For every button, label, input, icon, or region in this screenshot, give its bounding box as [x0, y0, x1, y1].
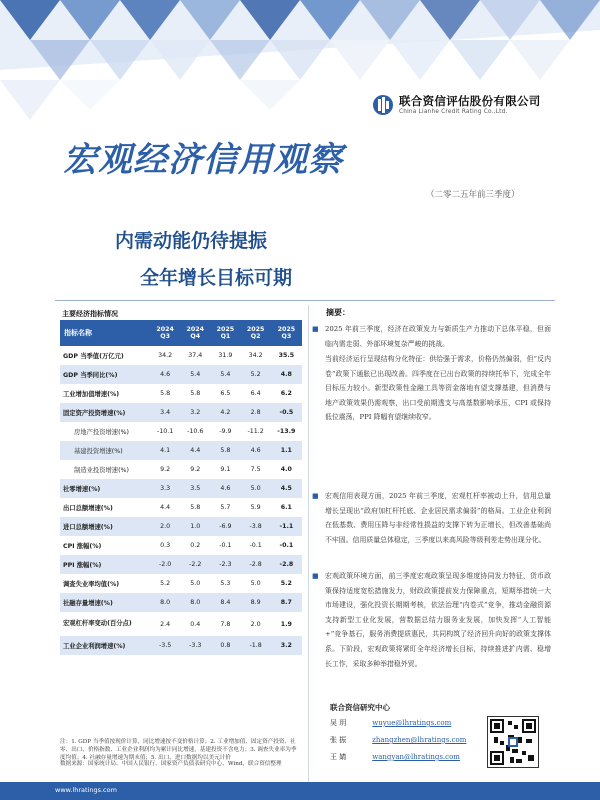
- table-cell: 9.1: [220, 466, 231, 473]
- column-header: 2024 Q4: [180, 320, 210, 346]
- row-label: 社零增速(%): [60, 479, 150, 498]
- section-divider: [55, 300, 555, 301]
- table-cell: -2.2: [180, 555, 210, 574]
- abstract-title: 摘要：: [326, 307, 350, 317]
- table-cell: -3.8: [241, 517, 271, 536]
- table-cell: 5.0: [190, 580, 201, 587]
- row-label: GDP 当季值(万亿元): [63, 353, 124, 360]
- table-cell: -10.1: [156, 428, 174, 435]
- row-label: GDP 当季同比(%): [60, 365, 150, 384]
- table-cell: 6.1: [280, 504, 292, 511]
- table-cell: 6.4: [250, 390, 261, 397]
- data-source: 数据来源：国家统计局、中国人民银行、国家资产负债表研究中心、Wind，联合资信整理: [60, 761, 282, 767]
- table-cell: 5.8: [190, 390, 201, 397]
- table-cell: 6.5: [220, 390, 231, 397]
- table-cell: 5.3: [220, 580, 231, 587]
- contact-name: 王 婧: [330, 753, 347, 761]
- table-cell: 8.0: [150, 593, 180, 612]
- table-cell: 5.0: [241, 479, 271, 498]
- table-cell: 3.2: [271, 636, 302, 655]
- table-cell: 35.5: [278, 352, 295, 359]
- table-row: [60, 365, 302, 384]
- table-cell: 5.8: [190, 504, 201, 511]
- row-label: 进口总额增速(%): [60, 517, 150, 536]
- table-row: [60, 574, 302, 593]
- column-divider: [308, 305, 309, 785]
- table-cell: 9.2: [190, 466, 201, 473]
- column-header: 2025 Q3: [271, 320, 302, 346]
- bullet-icon: ■: [312, 492, 319, 500]
- abstract-paragraph: 宏观政策环境方面，前三季度宏观政策呈现多维度协同发力特征，货币政策保持适度宽松措施发力，财政政策提前发力保障重点，短期举措统一大市场建设，强化投资长期期考核，依法治理“内卷式”竞争，推动金融资源支持新型工业化发展，营数据总结力服务业发展，加快发挥“人工智能+”竞争基石，服务消费提质惠民，共同构筑了经济回升向好的政策支撑体系。下阶段，宏观政策将紧盯全年经济增长目标，持续推进扩内需、稳增长工作，采取多种举措稳外贸。: [325, 572, 551, 668]
- table-cell: 2.8: [241, 403, 271, 422]
- contact-name: 吴 玥: [330, 719, 347, 727]
- row-label: 制造业投资增速(%): [74, 467, 129, 474]
- table-row: [60, 384, 302, 403]
- table-row: [60, 612, 302, 636]
- table-cell: 4.4: [180, 441, 210, 460]
- table-cell: 5.4: [210, 365, 240, 384]
- row-label: 社融存量增速(%): [60, 593, 150, 612]
- company-logo: [372, 92, 562, 122]
- table-cell: 1.0: [180, 517, 210, 536]
- contact-name: 张 振: [330, 736, 347, 744]
- contact-email-link[interactable]: wuyue@lhratings.com: [372, 719, 452, 727]
- row-label: 宏观杠杆率变动(百分点): [63, 620, 132, 627]
- table-cell: 0.4: [190, 620, 201, 628]
- table-cell: 2.0: [250, 620, 261, 628]
- table-cell: 5.0: [250, 580, 261, 587]
- table-cell: -11.2: [247, 428, 264, 435]
- table-cell: 5.8: [160, 390, 171, 397]
- subtitle-line-1: 内需动能仍待提振: [115, 230, 268, 252]
- table-cell: -13.9: [277, 428, 296, 435]
- table-cell: 5.7: [220, 504, 231, 511]
- abstract-paragraph: 2025 年前三季度，经济在政策发力与新质生产力推动下总体平稳，但面临内需走弱、外部环境复杂严峻的挑战。: [325, 325, 551, 348]
- table-cell: 4.0: [280, 466, 292, 473]
- row-label: PPI 涨幅(%): [60, 555, 150, 574]
- table-notes: 注：1. GDP 当季值按现价计算，同比增速按不变价格计算；2. 工业增加值、固定资产投资、社零、出口、价格指数、工业企业利润均为累计同比增速，基建投资不含电力；3. 调查失业率为季度均值；4. 社融存量增速为期末值；5. 出口、进口数据均以美元计价: [60, 739, 297, 761]
- table-cell: -0.1: [279, 542, 294, 549]
- table-row: [60, 536, 302, 555]
- table-cell: -2.8: [271, 555, 302, 574]
- company-name-en: China Lianhe Credit Rating Co.,Ltd.: [399, 109, 508, 115]
- bullet-icon: ■: [312, 572, 319, 580]
- contact-heading: 联合资信研究中心: [330, 703, 390, 712]
- table-cell: 8.4: [210, 593, 240, 612]
- table-cell: -3.5: [150, 636, 180, 655]
- row-label: 固定资产投资增速(%): [60, 403, 150, 422]
- table-cell: 8.7: [271, 593, 302, 612]
- contact-email-link[interactable]: wangyan@lhratings.com: [372, 753, 460, 761]
- table-cell: 2.4: [160, 620, 171, 628]
- row-label: 基建投资增速(%): [60, 441, 150, 460]
- table-cell: 1.1: [271, 441, 302, 460]
- table-cell: -0.5: [271, 403, 302, 422]
- table-cell: 34.2: [248, 352, 263, 359]
- row-label: CPI 涨幅(%): [63, 543, 102, 550]
- table-cell: 5.9: [250, 504, 261, 511]
- contact-row: [330, 735, 466, 745]
- table-cell: 0.2: [190, 542, 201, 549]
- table-cell: 9.2: [160, 466, 171, 473]
- table-cell: 0.3: [160, 542, 171, 549]
- contact-row: [330, 718, 451, 728]
- column-header: 2024 Q3: [150, 320, 180, 346]
- table-cell: 5.2: [241, 365, 271, 384]
- row-label: 出口总额增速(%): [63, 505, 113, 512]
- table-cell: 4.2: [210, 403, 240, 422]
- column-header: 2025 Q2: [241, 320, 271, 346]
- table-caption: 主要经济指标情况: [62, 309, 118, 318]
- table-cell: 7.5: [250, 466, 261, 473]
- table-row: [60, 460, 302, 479]
- table-cell: 3.3: [150, 479, 180, 498]
- indicators-table: [60, 320, 302, 655]
- table-cell: 3.2: [180, 403, 210, 422]
- row-label: 房地产投资增速(%): [74, 429, 129, 436]
- table-header-row: [60, 320, 302, 346]
- table-cell: 4.1: [150, 441, 180, 460]
- qr-code-graphic: [488, 717, 538, 767]
- table-cell: -1.8: [241, 636, 271, 655]
- row-label: 调查失业率均值(%): [63, 581, 120, 588]
- table-row: [60, 479, 302, 498]
- table-cell: -2.8: [241, 555, 271, 574]
- table-cell: 2.0: [150, 517, 180, 536]
- table-cell: 4.5: [271, 479, 302, 498]
- table-row: [60, 517, 302, 536]
- table-row: [60, 403, 302, 422]
- row-label: 工业企业利润增速(%): [60, 636, 150, 655]
- table-cell: 1.9: [280, 620, 292, 628]
- table-cell: 31.9: [218, 352, 233, 359]
- table-cell: -9.9: [219, 428, 232, 435]
- table-row: [60, 498, 302, 517]
- abstract-paragraph: 宏观信用表现方面，2025 年前三季度，宏观杠杆率被动上升，信用总量增长呈现出“政府加杠杆托底、企业居民需求偏弱”的格局。工业企业利润在低基数、费用压降与非经常性损益的支撑下转为正增长，但改善基础尚不牢固。信用质量总体稳定，三季度以来高风险等级利差走势出现分化。: [325, 492, 551, 544]
- table-cell: 4.6: [210, 479, 240, 498]
- table-row: [60, 422, 302, 441]
- table-cell: 3.5: [180, 479, 210, 498]
- table-cell: 4.6: [241, 441, 271, 460]
- table-cell: 5.4: [180, 365, 210, 384]
- table-cell: 34.2: [158, 352, 173, 359]
- column-header-name: 指标名称: [60, 320, 150, 346]
- table-row: [60, 636, 302, 655]
- table-row: [60, 346, 302, 365]
- table-cell: 4.8: [271, 365, 302, 384]
- table-cell: 0.8: [210, 636, 240, 655]
- contact-row: [330, 752, 460, 762]
- table-cell: 8.9: [241, 593, 271, 612]
- table-cell: -2.3: [210, 555, 240, 574]
- table-cell: 4.6: [150, 365, 180, 384]
- table-cell: 7.8: [220, 620, 231, 628]
- contact-email-link[interactable]: zhangzhen@lhratings.com: [372, 736, 467, 744]
- table-cell: -0.1: [249, 542, 262, 549]
- table-cell: -3.3: [180, 636, 210, 655]
- table-cell: 5.2: [280, 580, 292, 587]
- bullet-icon: ■: [312, 325, 319, 333]
- table-row: [60, 593, 302, 612]
- table-row: [60, 441, 302, 460]
- table-cell: 3.4: [150, 403, 180, 422]
- table-cell: 37.4: [188, 352, 203, 359]
- table-cell: 8.0: [180, 593, 210, 612]
- table-cell: 4.4: [160, 504, 171, 511]
- table-cell: -1.1: [271, 517, 302, 536]
- footer-website-link[interactable]: www.lhratings.com: [55, 786, 117, 794]
- table-cell: 6.2: [280, 390, 292, 397]
- company-name-cn: 联合资信评估股份有限公司: [399, 94, 541, 108]
- abstract-paragraph: 当前经济运行呈现结构分化特征：供给强于需求，价格仍然偏弱，但“反内卷”政策下通胀已出现改善。四季度在已出台政策的持续托举下，完成全年目标压力较小。新型政策性金融工具等资金落地有望支撑基建，但消费与地产政策效果仍需观察，出口受前期透支与高基数影响承压，CPI 或保持低位震荡，PPI 降幅有望继续收窄。: [325, 355, 551, 422]
- table-cell: -6.9: [210, 517, 240, 536]
- qr-code-icon: [487, 716, 539, 768]
- table-cell: 5.8: [210, 441, 240, 460]
- report-period: （二零二五年前三季度）: [426, 190, 520, 200]
- table-row: [60, 555, 302, 574]
- table-cell: -0.1: [219, 542, 232, 549]
- table-cell: -10.6: [187, 428, 204, 435]
- table-cell: -2.0: [150, 555, 180, 574]
- report-title: 宏观经济信用观察: [63, 140, 343, 180]
- table-cell: 5.2: [160, 580, 171, 587]
- row-label: 工业增加值增速(%): [63, 391, 120, 398]
- subtitle-line-2: 全年增长目标可期: [140, 267, 293, 289]
- logo-icon: [372, 92, 394, 118]
- column-header: 2025 Q1: [210, 320, 240, 346]
